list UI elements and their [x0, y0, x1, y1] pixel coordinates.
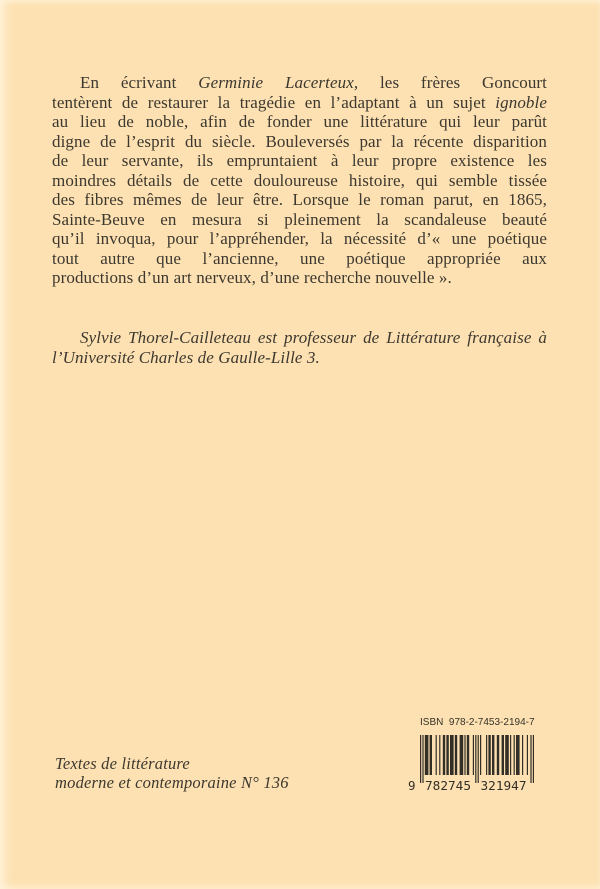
text-segment: l’Université Charles de Gaulle-Lille 3.: [52, 347, 320, 367]
text-segment: moindres détails de cette douloureuse histoire, qui semble tissée: [52, 170, 547, 190]
text-segment: En écrivant: [80, 73, 199, 92]
text-segment: des fibres mêmes de leur être. Lorsque le roman parut, en 1865,: [52, 190, 547, 209]
barcode-block: [406, 717, 536, 793]
text-line: [52, 112, 547, 132]
ean13-barcode: [406, 735, 534, 793]
back-cover-blurb: [52, 73, 547, 288]
text-line: [52, 229, 547, 249]
text-line: [52, 268, 547, 288]
author-bio: [52, 328, 547, 367]
text-segment: au lieu de noble, afin de fonder une littérature qui leur parût: [52, 112, 547, 131]
text-segment: tout autre que l’ancienne, une poétique appropriée aux: [52, 248, 547, 268]
text-segment: Sylvie Thorel-Cailleteau est professeur de Littérature française à: [80, 328, 547, 347]
text-line: [52, 151, 547, 171]
svg-text:321947: 321947: [480, 778, 527, 793]
text-segment: productions d’un art nerveux, d’une recherche nouvelle ».: [52, 268, 452, 287]
text-line: [52, 132, 547, 152]
text-segment: digne de l’esprit du siècle. Bouleversés par la récente disparition: [52, 131, 547, 151]
text-line: [52, 93, 547, 113]
series-number: moderne et contemporaine N° 136: [55, 772, 289, 792]
text-segment: tentèrent de restaurer la tragédie en l’adaptant à un sujet: [52, 92, 496, 112]
svg-text:782745: 782745: [425, 778, 471, 793]
text-line: [52, 249, 547, 269]
text-line: [52, 171, 547, 191]
italic-text-segment: ignoble: [495, 92, 547, 112]
isbn-number: ISBN 978-2-7453-2194-7: [420, 717, 535, 728]
svg-text:9: 9: [408, 778, 416, 793]
series-info: [55, 755, 289, 792]
series-title: Textes de littérature: [55, 754, 190, 773]
text-segment: de leur servante, ils empruntaient à leur propre existence les: [52, 151, 547, 170]
text-line: [52, 190, 547, 210]
text-line: [52, 348, 547, 368]
italic-text-segment: Germinie Lacerteux,: [198, 73, 359, 92]
text-segment: qu’il invoqua, pour l’appréhender, la nécessité d’« une poétique: [52, 229, 547, 248]
text-line: [52, 328, 547, 348]
text-line: [52, 73, 547, 93]
text-line: [52, 210, 547, 230]
text-segment: Sainte-Beuve en mesura si pleinement la scandaleuse beauté: [52, 209, 547, 229]
text-segment: les frères Goncourt: [358, 73, 548, 92]
